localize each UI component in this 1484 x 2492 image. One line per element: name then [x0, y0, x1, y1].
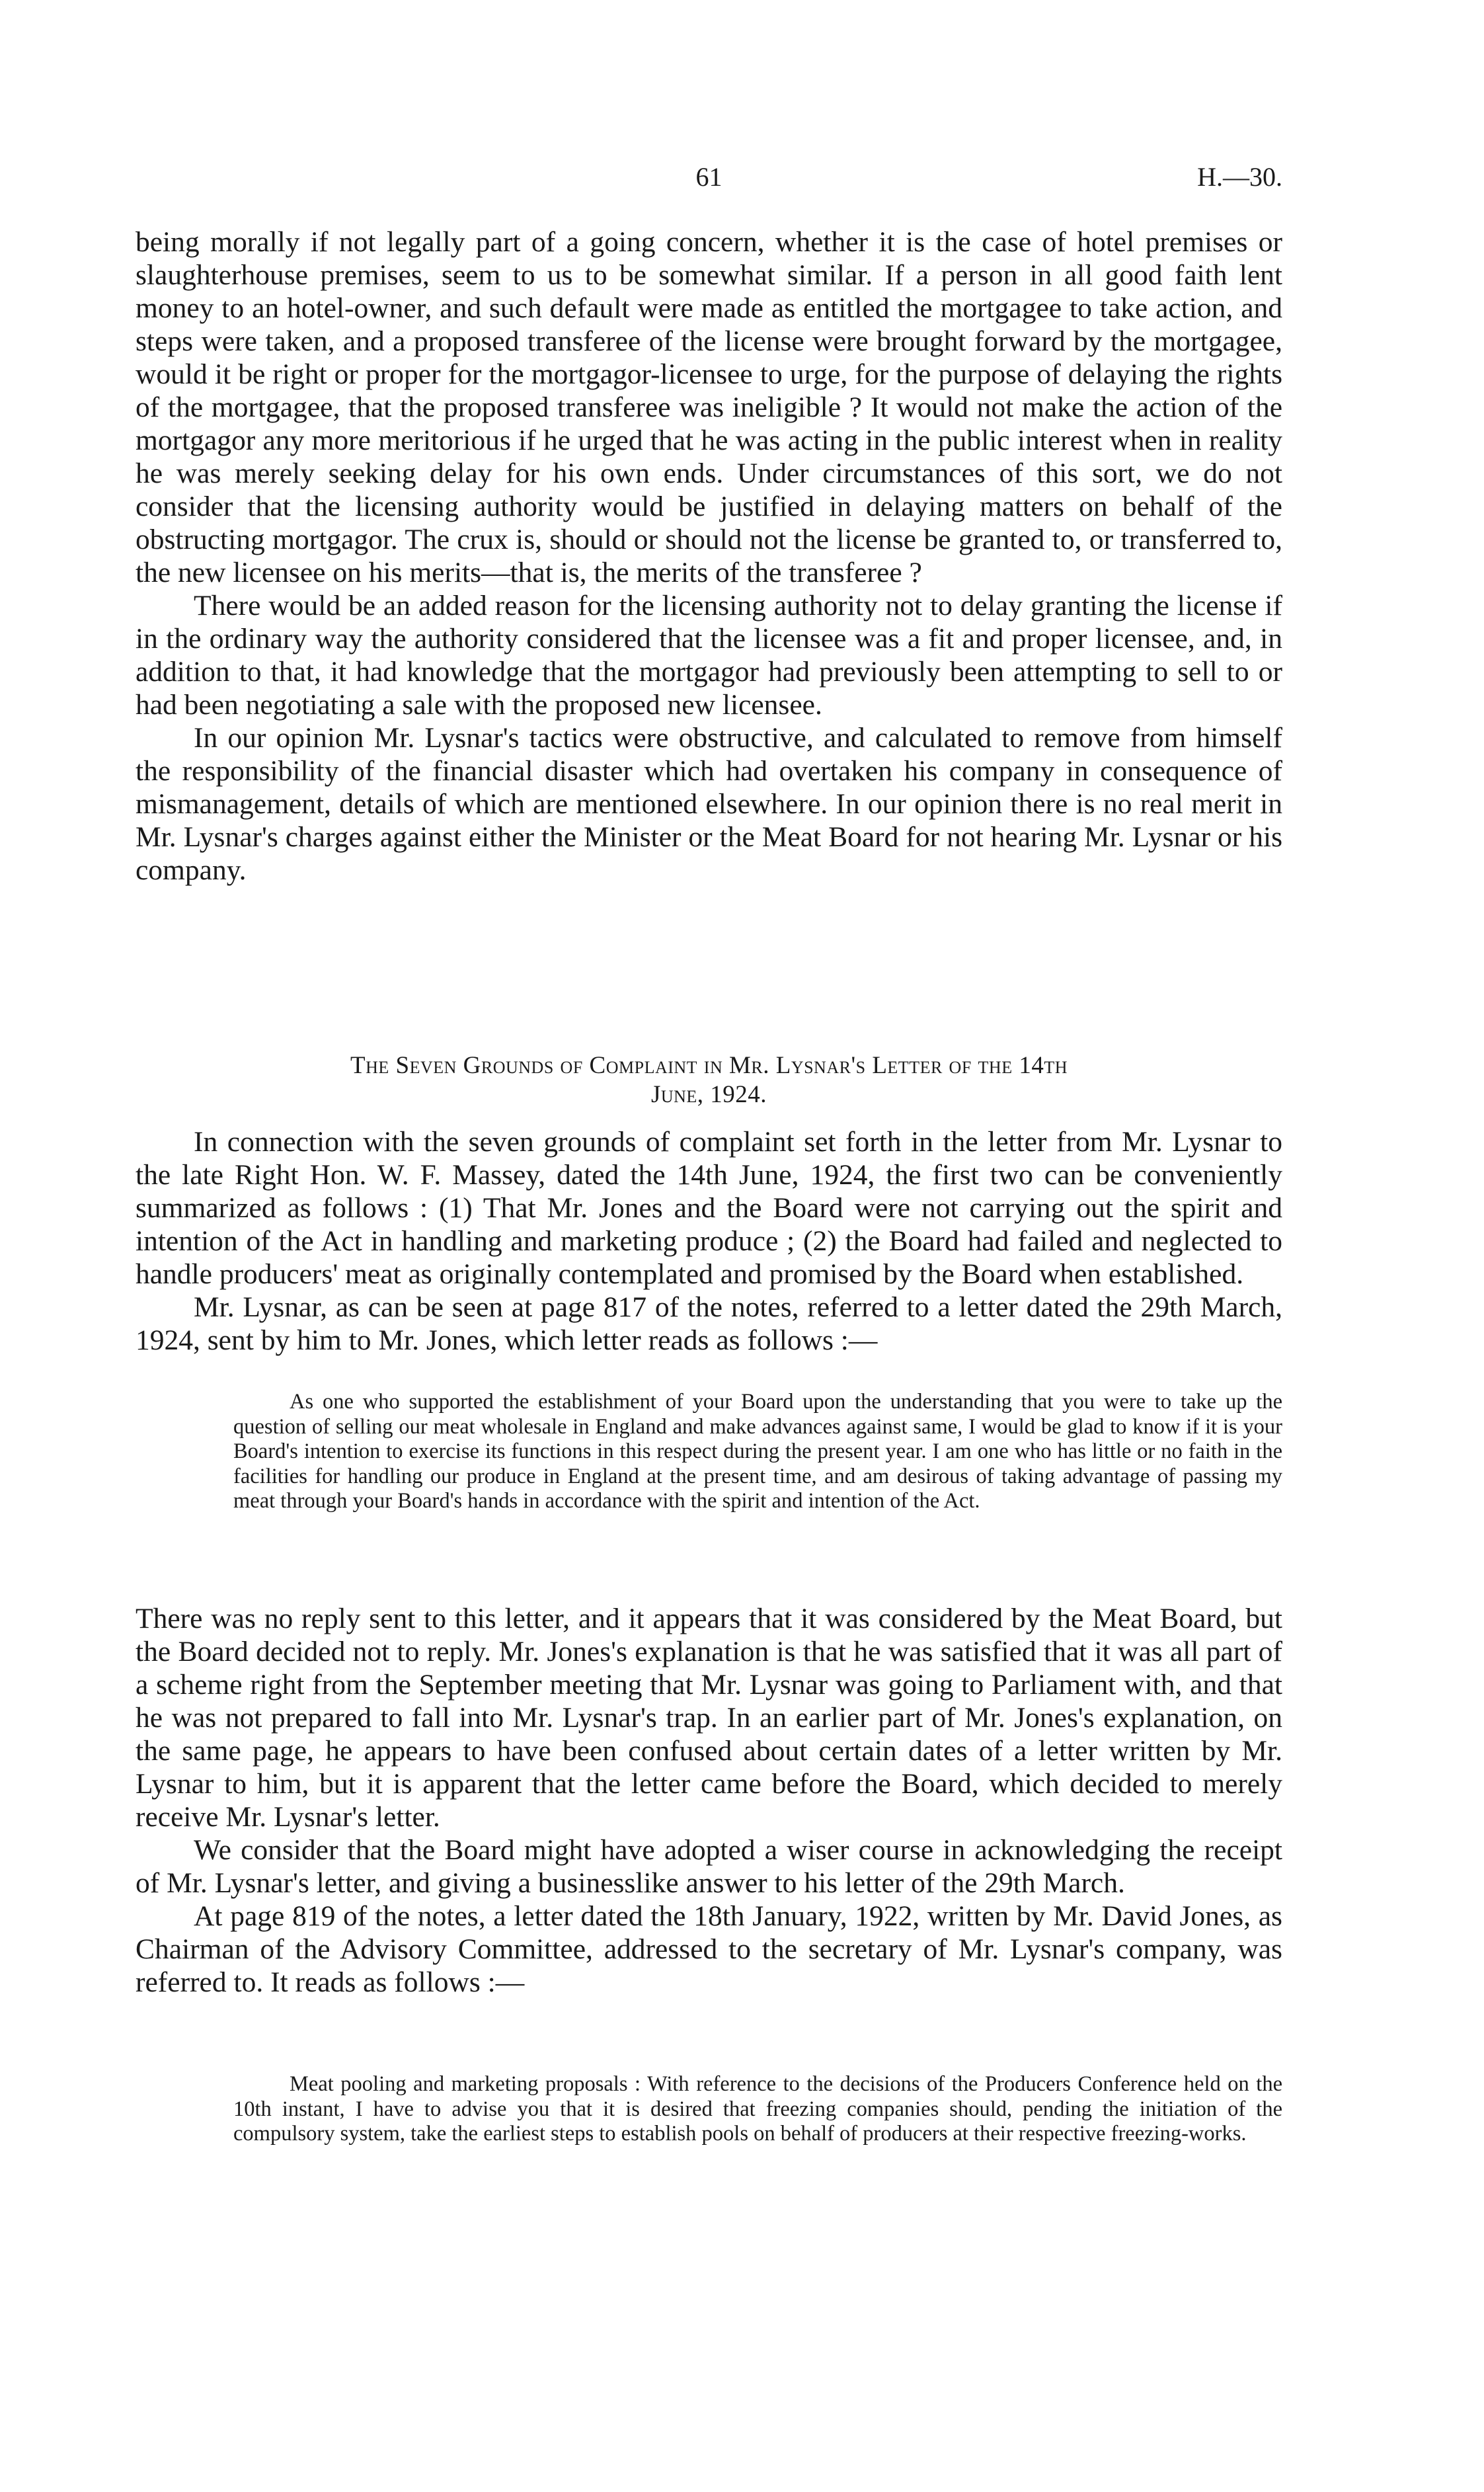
quoted-letter-jones — [233, 2072, 1282, 2147]
paragraph-wiser-course: We consider that the Board might have adopted a wiser course in acknowledging the receipt of Mr. Lysnar's letter, and giving a businesslike answer to his letter of the 29th March. — [136, 1834, 1282, 1899]
paragraph-added-reason: There would be an added reason for the licensing authority not to delay granting the license if in the ordinary way the authority considered that the licensee was a fit and proper licensee, and, in addition to that, it had knowledge that the mortgagor had previously been attempting to sell to or had been negotiating a sale with the proposed new licensee. — [136, 590, 1282, 721]
quoted-letter-lysnar-text: As one who supported the establishment of your Board upon the understanding that you were to take up the question of selling our meat wholesale in England and make advances against same, I would be glad to know if it is your Board's intention to exercise its functions in this respect during the present year. I am one who has little or no faith in the facilities for handling our produce in England at the present time, and am desirous of taking advantage of passing my meat through your Board's hands in accordance with the spirit and intention of the Act. — [233, 1390, 1282, 1513]
page-number: 61 — [695, 162, 722, 192]
paragraph-opinion-obstructive: In our opinion Mr. Lysnar's tactics were obstructive, and calculated to remove from himself the responsibility of the financial disaster which had overtaken his company in consequence of mismanagement, details of which are mentioned elsewhere. In our opinion there is no real merit in Mr. Lysnar's charges against either the Minister or the Meat Board for not hearing Mr. Lysnar or his company. — [136, 722, 1282, 886]
running-head — [136, 161, 1282, 201]
section-heading-line-2: June, 1924. — [650, 1081, 767, 1108]
document-reference: H.—30. — [1197, 162, 1282, 192]
paragraph-letter-intro: Mr. Lysnar, as can be seen at page 817 of the notes, referred to a letter dated the 29th March, 1924, sent by him to Mr. Jones, which letter reads as follows :— — [136, 1291, 1282, 1356]
paragraph-page-819: At page 819 of the notes, a letter dated the 18th January, 1922, written by Mr. David Jones, as Chairman of the Advisory Committee, addressed to the secretary of Mr. Lysnar's company, was referred to. It reads as follows :— — [136, 1900, 1282, 1998]
paragraph-no-reply: There was no reply sent to this letter, and it appears that it was considered by the Meat Board, but the Board decided not to reply. Mr. Jones's explanation is that he was satisfied that it was all part of a scheme right from the September meeting that Mr. Lysnar was going to Parliament with, and that he was not prepared to fall into Mr. Lysnar's trap. In an earlier part of Mr. Jones's explanation, on the same page, he appears to have been confused about certain dates of a letter written by Mr. Lysnar to him, but it is apparent that the letter came before the Board, which decided to merely receive Mr. Lysnar's letter. — [136, 1603, 1282, 1833]
section-heading — [136, 1051, 1282, 1109]
paragraph-continuation: being morally if not legally part of a going concern, whether it is the case of hotel premises or slaughterhouse premises, seem to us to be somewhat similar. If a person in all good faith lent money to an hotel-owner, and such default were made as entitled the mortgagee to take action, and steps were taken, and a proposed transferee of the license were brought forward by the mortgagee, would it be right or proper for the mortgagor-licensee to urge, for the purpose of delaying the rights of the mortgagee, that the proposed transferee was ineligible ? It would not make the action of the mortgagor any more meritorious if he urged that he was acting in the public interest when in reality he was merely seeking delay for his own ends. Under circumstances of this sort, we do not consider that the licensing authority would be justified in delaying matters on behalf of the obstructing mortgagor. The crux is, should or should not the license be granted to, or transferred to, the new licensee on his merits—that is, the merits of the transferee ? — [136, 226, 1282, 588]
paragraph-grounds-summary: In connection with the seven grounds of complaint set forth in the letter from Mr. Lysnar to the late Right Hon. W. F. Massey, dated the 14th June, 1924, the first two can be conveniently summarized as follows : (1) That Mr. Jones and the Board were not carrying out the spirit and intention of the Act in handling and marketing produce ; (2) the Board had failed and neglected to handle producers' meat as originally contemplated and promised by the Board when established. — [136, 1126, 1282, 1290]
quoted-letter-jones-text: Meat pooling and marketing proposals : With reference to the decisions of the Producers Conference held on the 10th instant, I have to advise you that it is desired that freezing companies should, pending the initiation of the compulsory system, take the earliest steps to establish pools on behalf of producers at their respective freezing-works. — [233, 2072, 1282, 2146]
section-seven-grounds — [136, 1125, 1282, 1357]
section-heading-line-1: The Seven Grounds of Complaint in Mr. Lysnar's Letter of the 14th — [350, 1052, 1068, 1079]
section-hotel-analogy — [136, 225, 1282, 887]
section-no-reply — [136, 1602, 1282, 1999]
quoted-letter-lysnar — [233, 1390, 1282, 1514]
